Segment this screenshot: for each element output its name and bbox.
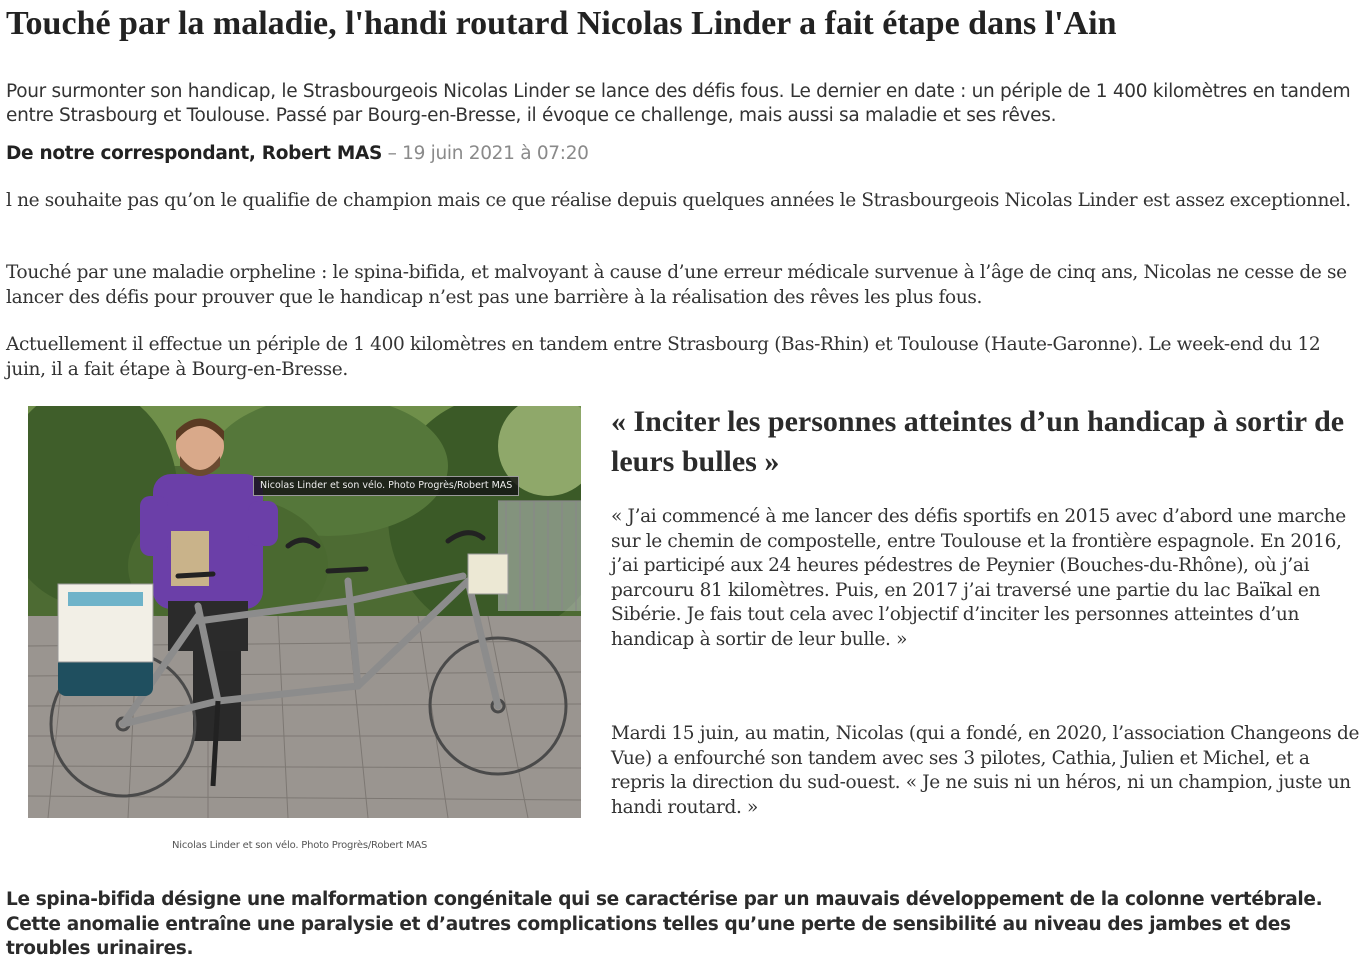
quote-paragraph-2: Mardi 15 juin, au matin, Nicolas (qui a fondé, en 2020, l’association Changeons de Vue) a enfourché son tandem avec ses 3 pilotes, Cathia, Julien et Michel, et a repris la direction du sud-ouest. « Je ne suis ni un héros, ni un champion, juste un handi routard. »	[611, 723, 1360, 818]
quote-paragraph-1: « J’ai commencé à me lancer des défis sportifs en 2015 avec d’abord une marche sur le chemin de compostelle, entre Toulouse et la frontière espagnole. En 2016, j’ai participé aux 24 heures pédestres de Peynier (Bouches-du-Rhône), où j’ai parcouru 81 kilomètres. Puis, en 2017 j’ai traversé une partie du lac Baïkal en Sibérie. Je fais tout cela avec l’objectif d’inciter les personnes atteintes d’un handicap à sortir de leur bulle. »	[611, 506, 1346, 650]
tandem-photo-illustration	[28, 406, 581, 818]
article-footnote: Le spina-bifida désigne une malformation congénitale qui se caractérise par un mauvais développement de la colonne vertébrale. Cette anomalie entraîne une paralysie et d’autres complications telles qu’une perte de sensibilité au niveau des jambes et des troubles urinaires.	[6, 889, 1323, 959]
paragraph-1: l ne souhaite pas qu’on le qualifie de champion mais ce que réalise depuis quelques années le Strasbourgeois Nicolas Linder est assez exceptionnel.	[6, 190, 1351, 211]
article-title: Touché par la maladie, l'handi routard Nicolas Linder a fait étape dans l'Ain	[6, 5, 1117, 42]
article-subheading: « Inciter les personnes atteintes d’un handicap à sortir de leurs bulles »	[611, 405, 1345, 478]
photo-hover-caption: Nicolas Linder et son vélo. Photo Progrès/Robert MAS	[253, 476, 519, 496]
byline-date: – 19 juin 2021 à 07:20	[382, 143, 589, 164]
byline	[6, 142, 589, 166]
photo-caption: Nicolas Linder et son vélo. Photo Progrès/Robert MAS	[172, 840, 428, 851]
article-lead: Pour surmonter son handicap, le Strasbourgeois Nicolas Linder se lance des défis fous. Le dernier en date : un périple de 1 400 kilomètres en tandem entre Strasbourg et Toulouse. Passé par Bourg-en-Bresse, il évoque ce challenge, mais aussi sa maladie et ses rêves.	[6, 81, 1351, 126]
article-photo[interactable]	[28, 406, 581, 818]
byline-author: De notre correspondant, Robert MAS	[6, 143, 382, 164]
paragraph-3: Actuellement il effectue un périple de 1 400 kilomètres en tandem entre Strasbourg (Bas-Rhin) et Toulouse (Haute-Garonne). Le week-end du 12 juin, il a fait étape à Bourg-en-Bresse.	[6, 334, 1321, 380]
paragraph-2: Touché par une maladie orpheline : le spina-bifida, et malvoyant à cause d’une erreur médicale survenue à l’âge de cinq ans, Nicolas ne cesse de se lancer des défis pour prouver que le handicap n’est pas une barrière à la réalisation des rêves les plus fous.	[6, 262, 1347, 308]
